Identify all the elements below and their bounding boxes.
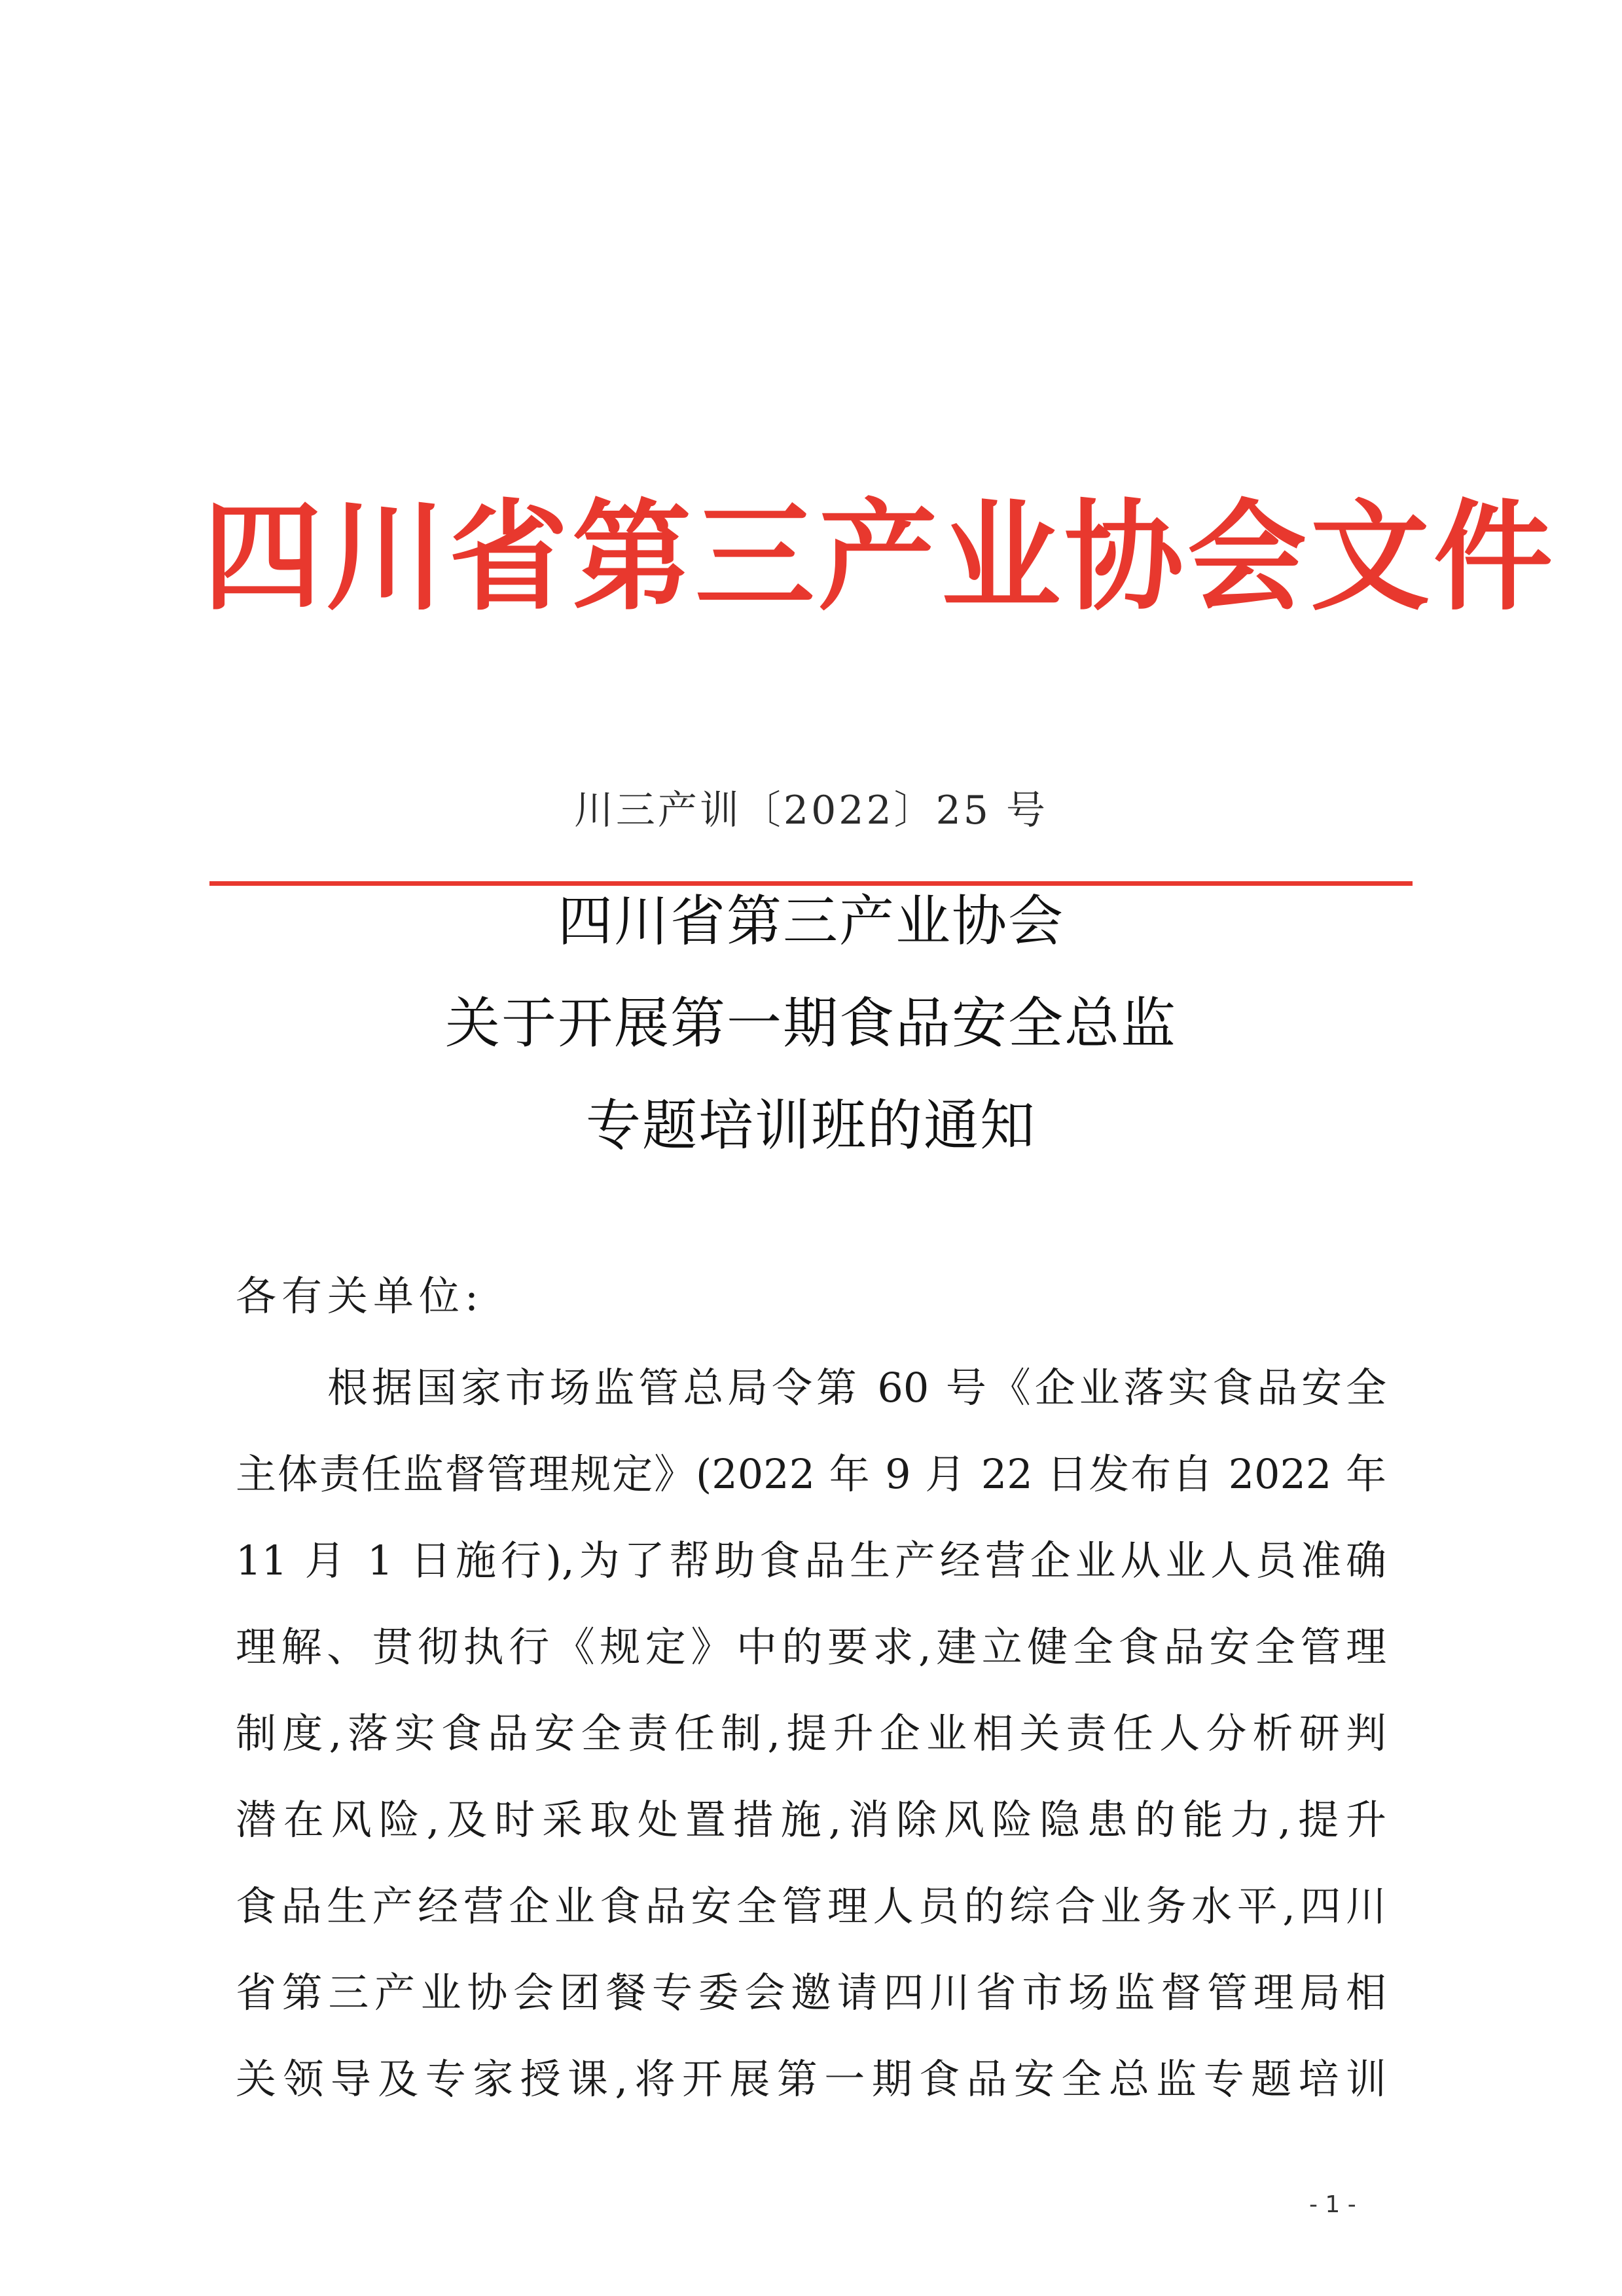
page-number: - 1 - — [1309, 2191, 1356, 2218]
document-title-line-1: 四川省第三产业协会 — [557, 889, 1064, 953]
body-line: 11 月 1 日施行),为了帮助食品生产经营企业从业人员准确 — [236, 1537, 1386, 1584]
body-line: 根据国家市场监管总局令第 60 号《企业落实食品安全 — [327, 1364, 1386, 1412]
body-line: 关领导及专家授课,将开展第一期食品安全总监专题培训 — [236, 2055, 1386, 2103]
document-number: 川三产训〔2022〕25 号 — [573, 788, 1049, 833]
body-line: 潜在风险,及时采取处置措施,消除风险隐患的能力,提升 — [236, 1796, 1386, 1844]
body-line: 省第三产业协会团餐专委会邀请四川省市场监督管理局相 — [236, 1969, 1386, 2016]
body-line: 理解、贯彻执行《规定》中的要求,建立健全食品安全管理 — [236, 1623, 1386, 1671]
body-line: 主体责任监督管理规定》(2022 年 9 月 22 日发布自 2022 年 — [236, 1450, 1386, 1498]
org-file-header: 四川省第三产业协会文件 — [203, 486, 1557, 627]
body-line: 食品生产经营企业食品安全管理人员的综合业务水平,四川 — [236, 1882, 1386, 1930]
body-line: 制度,落实食品安全责任制,提升企业相关责任人分析研判 — [236, 1709, 1386, 1757]
document-title-line-3: 专题培训班的通知 — [585, 1093, 1036, 1157]
document-title-line-2: 关于开展第一期食品安全总监 — [444, 991, 1177, 1055]
salutation: 各有关单位: — [236, 1272, 484, 1320]
